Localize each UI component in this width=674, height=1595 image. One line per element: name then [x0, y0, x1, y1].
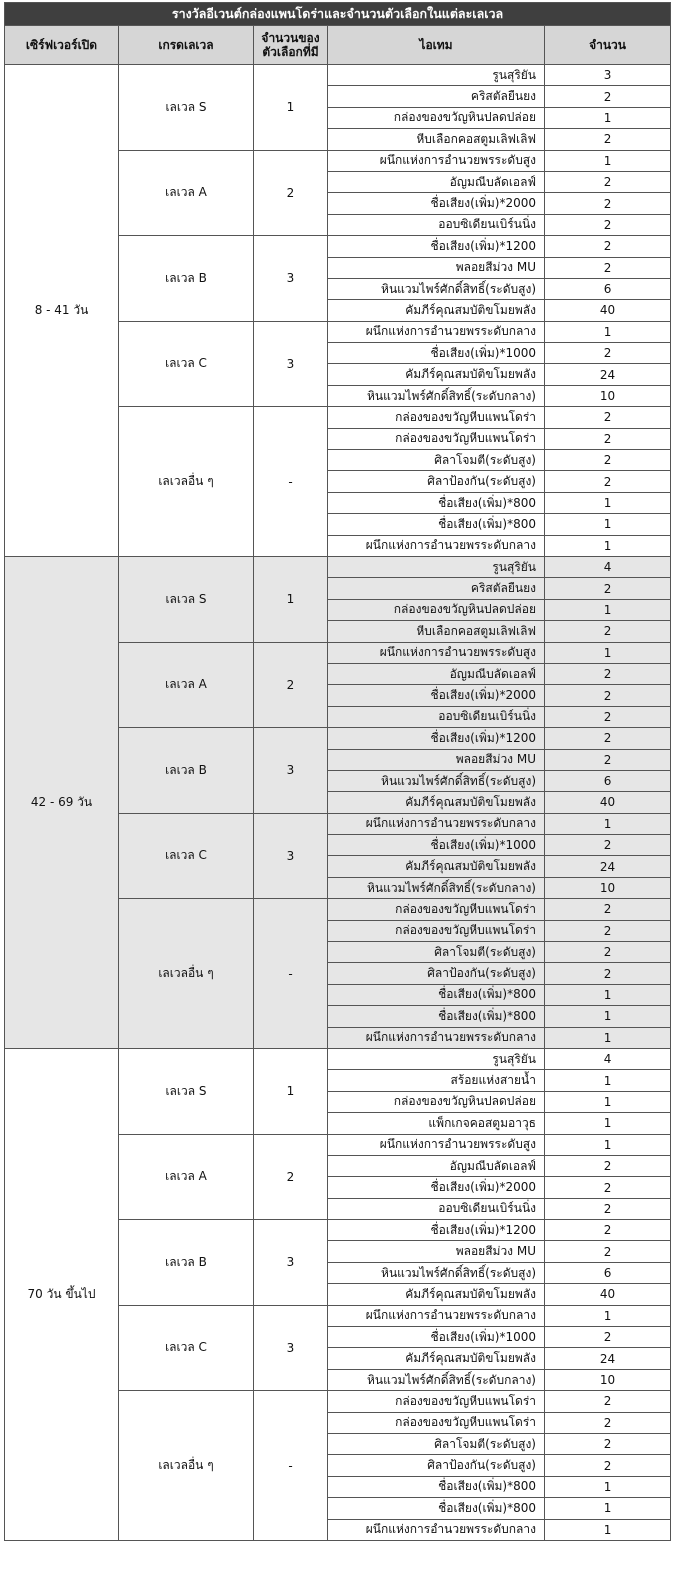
item-quantity-cell: 4: [545, 1048, 671, 1069]
item-name-cell: ผนึกแห่งการอำนวยพรระดับสูง: [328, 1134, 545, 1155]
item-name-cell: กล่องของขวัญหินปลดปล่อย: [328, 1091, 545, 1112]
item-name-cell: ศิลาโจมตี(ระดับสูง): [328, 450, 545, 471]
item-name-cell: ผนึกแห่งการอำนวยพรระดับกลาง: [328, 1305, 545, 1326]
item-quantity-cell: 2: [545, 1220, 671, 1241]
item-quantity-cell: 2: [545, 1412, 671, 1433]
item-name-cell: รูนสุริยัน: [328, 65, 545, 86]
item-name-cell: หินแวมไพร์ศักดิ์สิทธิ์(ระดับกลาง): [328, 1369, 545, 1390]
choice-count-cell: 1: [254, 1048, 328, 1134]
item-name-cell: คริสตัลยืนยง: [328, 578, 545, 599]
server-group: [5, 1048, 671, 1540]
item-quantity-cell: 1: [545, 1305, 671, 1326]
item-name-cell: รูนสุริยัน: [328, 1048, 545, 1069]
item-quantity-cell: 1: [545, 599, 671, 620]
server-group: [5, 556, 671, 1048]
reward-table: [4, 2, 671, 1541]
item-name-cell: ผนึกแห่งการอำนวยพรระดับกลาง: [328, 813, 545, 834]
item-name-cell: คัมภีร์คุณสมบัติขโมยพลัง: [328, 792, 545, 813]
choice-count-cell: 3: [254, 813, 328, 899]
item-name-cell: แพ็กเกจคอสตูมอาวุธ: [328, 1113, 545, 1134]
item-quantity-cell: 1: [545, 1134, 671, 1155]
table-row: [5, 65, 671, 86]
item-name-cell: ชื่อเสียง(เพิ่ม)*800: [328, 984, 545, 1005]
level-grade-cell: เลเวล B: [119, 1220, 254, 1306]
header-server-open: เซิร์ฟเวอร์เปิด: [5, 26, 119, 65]
item-name-cell: อัญมณีบลัดเอลฟ์: [328, 171, 545, 192]
item-quantity-cell: 24: [545, 364, 671, 385]
item-quantity-cell: 1: [545, 1091, 671, 1112]
item-quantity-cell: 2: [545, 1177, 671, 1198]
item-name-cell: ชื่อเสียง(เพิ่ม)*800: [328, 1476, 545, 1497]
item-name-cell: ศิลาป้องกัน(ระดับสูง): [328, 963, 545, 984]
item-quantity-cell: 1: [545, 1070, 671, 1091]
item-quantity-cell: 2: [545, 920, 671, 941]
choice-count-cell: 3: [254, 321, 328, 407]
item-name-cell: ผนึกแห่งการอำนวยพรระดับกลาง: [328, 1519, 545, 1540]
item-name-cell: ชื่อเสียง(เพิ่ม)*1200: [328, 236, 545, 257]
item-name-cell: พลอยสีม่วง MU: [328, 1241, 545, 1262]
level-grade-cell: เลเวล B: [119, 236, 254, 322]
choice-count-cell: -: [254, 899, 328, 1049]
item-name-cell: ชื่อเสียง(เพิ่ม)*1000: [328, 835, 545, 856]
item-name-cell: ศิลาโจมตี(ระดับสูง): [328, 1434, 545, 1455]
level-grade-cell: เลเวลอื่น ๆ: [119, 407, 254, 557]
item-name-cell: กล่องของขวัญหีบแพนโดร่า: [328, 920, 545, 941]
item-name-cell: กล่องของขวัญหีบแพนโดร่า: [328, 1412, 545, 1433]
choice-count-cell: 1: [254, 65, 328, 151]
level-grade-cell: เลเวลอื่น ๆ: [119, 1391, 254, 1541]
item-name-cell: รูนสุริยัน: [328, 556, 545, 577]
header-choice-count: จำนวนของตัวเลือกที่มี: [254, 26, 328, 65]
item-name-cell: สร้อยแห่งสายน้ำ: [328, 1070, 545, 1091]
level-grade-cell: เลเวล A: [119, 150, 254, 236]
item-name-cell: คัมภีร์คุณสมบัติขโมยพลัง: [328, 856, 545, 877]
item-quantity-cell: 6: [545, 1262, 671, 1283]
item-name-cell: ชื่อเสียง(เพิ่ม)*2000: [328, 193, 545, 214]
item-quantity-cell: 1: [545, 1006, 671, 1027]
level-grade-cell: เลเวล S: [119, 556, 254, 642]
choice-count-cell: 3: [254, 236, 328, 322]
item-quantity-cell: 1: [545, 107, 671, 128]
item-quantity-cell: 2: [545, 1455, 671, 1476]
item-quantity-cell: 2: [545, 171, 671, 192]
header-item: ไอเทม: [328, 26, 545, 65]
level-grade-cell: เลเวล A: [119, 1134, 254, 1220]
item-name-cell: หินแวมไพร์ศักดิ์สิทธิ์(ระดับกลาง): [328, 385, 545, 406]
item-name-cell: กล่องของขวัญหีบแพนโดร่า: [328, 428, 545, 449]
item-name-cell: ออบซิเดียนเบิร์นนิ่ง: [328, 1198, 545, 1219]
item-name-cell: คัมภีร์คุณสมบัติขโมยพลัง: [328, 364, 545, 385]
item-quantity-cell: 2: [545, 685, 671, 706]
choice-count-cell: 3: [254, 1220, 328, 1306]
item-quantity-cell: 24: [545, 856, 671, 877]
level-grade-cell: เลเวล S: [119, 1048, 254, 1134]
item-quantity-cell: 2: [545, 450, 671, 471]
item-quantity-cell: 2: [545, 1198, 671, 1219]
choice-count-cell: -: [254, 407, 328, 557]
item-name-cell: คริสตัลยืนยง: [328, 86, 545, 107]
item-quantity-cell: 3: [545, 65, 671, 86]
item-quantity-cell: 2: [545, 942, 671, 963]
item-quantity-cell: 2: [545, 663, 671, 684]
item-quantity-cell: 1: [545, 1476, 671, 1497]
choice-count-cell: 3: [254, 728, 328, 814]
item-name-cell: ออบซิเดียนเบิร์นนิ่ง: [328, 214, 545, 235]
item-name-cell: กล่องของขวัญหินปลดปล่อย: [328, 107, 545, 128]
item-name-cell: ชื่อเสียง(เพิ่ม)*1000: [328, 1327, 545, 1348]
item-quantity-cell: 10: [545, 385, 671, 406]
item-quantity-cell: 2: [545, 1434, 671, 1455]
item-quantity-cell: 2: [545, 129, 671, 150]
choice-count-cell: 2: [254, 642, 328, 728]
item-quantity-cell: 1: [545, 1519, 671, 1540]
item-quantity-cell: 2: [545, 236, 671, 257]
item-name-cell: พลอยสีม่วง MU: [328, 257, 545, 278]
choice-count-cell: 1: [254, 556, 328, 642]
item-name-cell: ชื่อเสียง(เพิ่ม)*800: [328, 1498, 545, 1519]
item-name-cell: พลอยสีม่วง MU: [328, 749, 545, 770]
item-name-cell: ชื่อเสียง(เพิ่ม)*2000: [328, 1177, 545, 1198]
item-quantity-cell: 10: [545, 1369, 671, 1390]
item-name-cell: ผนึกแห่งการอำนวยพรระดับสูง: [328, 642, 545, 663]
item-quantity-cell: 2: [545, 214, 671, 235]
item-quantity-cell: 6: [545, 770, 671, 791]
item-quantity-cell: 2: [545, 899, 671, 920]
item-quantity-cell: 2: [545, 1391, 671, 1412]
item-quantity-cell: 2: [545, 407, 671, 428]
item-quantity-cell: 1: [545, 150, 671, 171]
item-quantity-cell: 1: [545, 1498, 671, 1519]
item-name-cell: หีบเลือกคอสตูมเลิฟเลิฟ: [328, 129, 545, 150]
item-quantity-cell: 2: [545, 749, 671, 770]
item-quantity-cell: 6: [545, 278, 671, 299]
table-row: [5, 1048, 671, 1069]
choice-count-cell: -: [254, 1391, 328, 1541]
level-grade-cell: เลเวล B: [119, 728, 254, 814]
item-quantity-cell: 40: [545, 1284, 671, 1305]
item-quantity-cell: 2: [545, 728, 671, 749]
header-level-grade: เกรดเลเวล: [119, 26, 254, 65]
item-name-cell: ชื่อเสียง(เพิ่ม)*2000: [328, 685, 545, 706]
item-name-cell: ชื่อเสียง(เพิ่ม)*800: [328, 1006, 545, 1027]
item-quantity-cell: 2: [545, 428, 671, 449]
item-quantity-cell: 2: [545, 257, 671, 278]
item-quantity-cell: 2: [545, 706, 671, 727]
item-quantity-cell: 1: [545, 1113, 671, 1134]
item-quantity-cell: 2: [545, 835, 671, 856]
item-quantity-cell: 2: [545, 193, 671, 214]
table-row: [5, 556, 671, 577]
item-quantity-cell: 1: [545, 984, 671, 1005]
item-name-cell: หีบเลือกคอสตูมเลิฟเลิฟ: [328, 621, 545, 642]
table-title: รางวัลอีเวนต์กล่องแพนโดร่าและจำนวนตัวเลือกในแต่ละเลเวล: [5, 3, 671, 26]
item-name-cell: ชื่อเสียง(เพิ่ม)*1200: [328, 1220, 545, 1241]
item-quantity-cell: 2: [545, 343, 671, 364]
item-quantity-cell: 2: [545, 86, 671, 107]
level-grade-cell: เลเวล A: [119, 642, 254, 728]
item-quantity-cell: 2: [545, 578, 671, 599]
item-quantity-cell: 10: [545, 877, 671, 898]
item-name-cell: ผนึกแห่งการอำนวยพรระดับกลาง: [328, 535, 545, 556]
item-name-cell: ออบซิเดียนเบิร์นนิ่ง: [328, 706, 545, 727]
item-name-cell: ชื่อเสียง(เพิ่ม)*800: [328, 514, 545, 535]
item-quantity-cell: 1: [545, 321, 671, 342]
item-quantity-cell: 24: [545, 1348, 671, 1369]
server-open-cell: 8 - 41 วัน: [5, 65, 119, 557]
item-name-cell: กล่องของขวัญหีบแพนโดร่า: [328, 899, 545, 920]
item-name-cell: ศิลาโจมตี(ระดับสูง): [328, 942, 545, 963]
header-quantity: จำนวน: [545, 26, 671, 65]
server-open-cell: 42 - 69 วัน: [5, 556, 119, 1048]
item-quantity-cell: 2: [545, 963, 671, 984]
item-name-cell: ชื่อเสียง(เพิ่ม)*800: [328, 492, 545, 513]
item-name-cell: คัมภีร์คุณสมบัติขโมยพลัง: [328, 1348, 545, 1369]
level-grade-cell: เลเวล S: [119, 65, 254, 151]
item-quantity-cell: 2: [545, 471, 671, 492]
item-quantity-cell: 1: [545, 813, 671, 834]
level-grade-cell: เลเวลอื่น ๆ: [119, 899, 254, 1049]
item-name-cell: หินแวมไพร์ศักดิ์สิทธิ์(ระดับสูง): [328, 278, 545, 299]
choice-count-cell: 3: [254, 1305, 328, 1391]
item-quantity-cell: 1: [545, 642, 671, 663]
header-row: [5, 26, 671, 65]
level-grade-cell: เลเวล C: [119, 321, 254, 407]
item-quantity-cell: 2: [545, 621, 671, 642]
item-name-cell: หินแวมไพร์ศักดิ์สิทธิ์(ระดับสูง): [328, 1262, 545, 1283]
item-quantity-cell: 1: [545, 535, 671, 556]
item-name-cell: คัมภีร์คุณสมบัติขโมยพลัง: [328, 1284, 545, 1305]
item-name-cell: กล่องของขวัญหีบแพนโดร่า: [328, 407, 545, 428]
level-grade-cell: เลเวล C: [119, 1305, 254, 1391]
item-name-cell: คัมภีร์คุณสมบัติขโมยพลัง: [328, 300, 545, 321]
item-quantity-cell: 2: [545, 1241, 671, 1262]
item-quantity-cell: 1: [545, 514, 671, 535]
item-name-cell: หินแวมไพร์ศักดิ์สิทธิ์(ระดับกลาง): [328, 877, 545, 898]
server-group: [5, 65, 671, 557]
item-quantity-cell: 40: [545, 300, 671, 321]
server-open-cell: 70 วัน ขึ้นไป: [5, 1048, 119, 1540]
item-quantity-cell: 40: [545, 792, 671, 813]
item-name-cell: กล่องของขวัญหีบแพนโดร่า: [328, 1391, 545, 1412]
item-name-cell: ผนึกแห่งการอำนวยพรระดับกลาง: [328, 1027, 545, 1048]
item-name-cell: ศิลาป้องกัน(ระดับสูง): [328, 1455, 545, 1476]
item-quantity-cell: 2: [545, 1327, 671, 1348]
choice-count-cell: 2: [254, 1134, 328, 1220]
item-name-cell: อัญมณีบลัดเอลฟ์: [328, 1155, 545, 1176]
item-name-cell: ชื่อเสียง(เพิ่ม)*1200: [328, 728, 545, 749]
item-name-cell: ผนึกแห่งการอำนวยพรระดับสูง: [328, 150, 545, 171]
item-quantity-cell: 1: [545, 1027, 671, 1048]
item-name-cell: ศิลาป้องกัน(ระดับสูง): [328, 471, 545, 492]
item-name-cell: กล่องของขวัญหินปลดปล่อย: [328, 599, 545, 620]
item-name-cell: ผนึกแห่งการอำนวยพรระดับกลาง: [328, 321, 545, 342]
item-name-cell: อัญมณีบลัดเอลฟ์: [328, 663, 545, 684]
item-quantity-cell: 4: [545, 556, 671, 577]
level-grade-cell: เลเวล C: [119, 813, 254, 899]
item-quantity-cell: 1: [545, 492, 671, 513]
table-title-row: [5, 3, 671, 26]
item-name-cell: หินแวมไพร์ศักดิ์สิทธิ์(ระดับสูง): [328, 770, 545, 791]
item-quantity-cell: 2: [545, 1155, 671, 1176]
item-name-cell: ชื่อเสียง(เพิ่ม)*1000: [328, 343, 545, 364]
choice-count-cell: 2: [254, 150, 328, 236]
